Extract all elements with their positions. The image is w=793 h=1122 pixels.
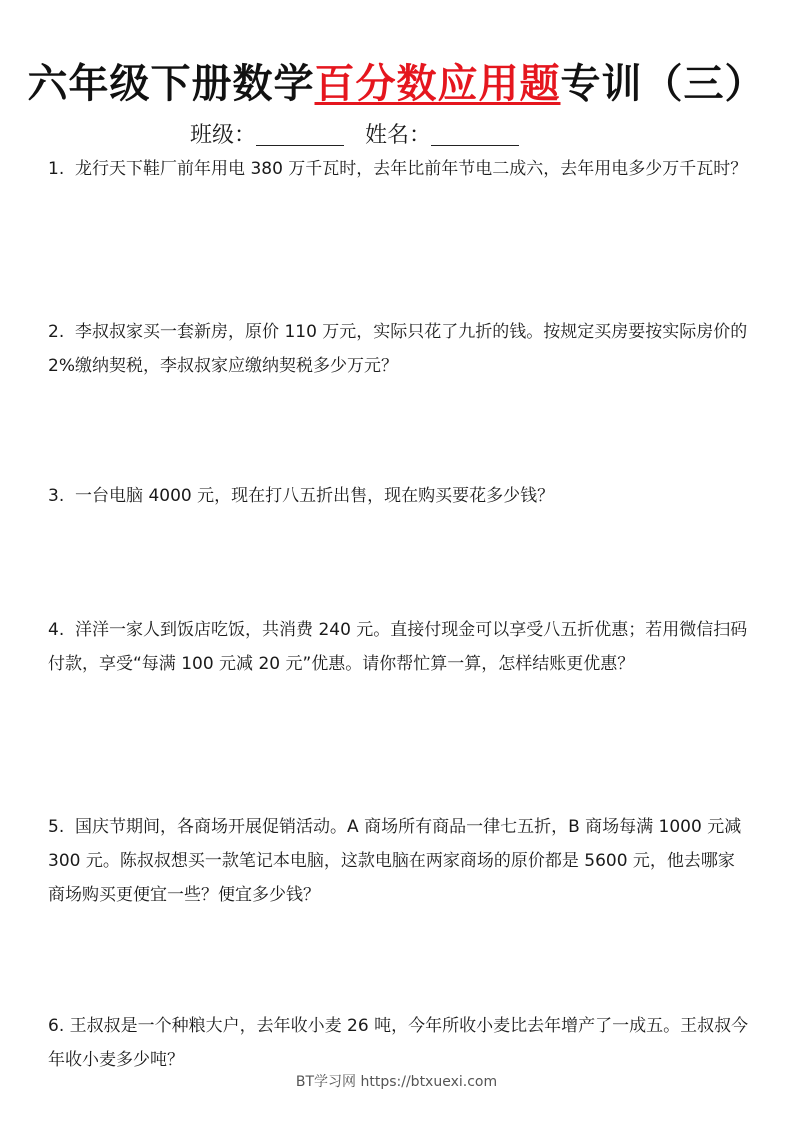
question-text: 国庆节期间，各商场开展促销活动。A 商场所有商品一律七五折，B 商场每满 1000 元减 300 元。陈叔叔想买一款笔记本电脑，这款电脑在两家商场的原价都是 5600 元，他去哪家商场购买更便宜一些？便宜多少钱？ bbox=[48, 817, 742, 905]
question-1 bbox=[48, 152, 750, 186]
question-3 bbox=[48, 479, 750, 513]
question-5 bbox=[48, 810, 750, 912]
page-title bbox=[0, 52, 793, 109]
question-text: 李叔叔家买一套新房，原价 110 万元，实际只花了九折的钱。按规定买房要按实际房价的 2%缴纳契税，李叔叔家应缴纳契税多少万元？ bbox=[48, 322, 748, 376]
question-text: 龙行天下鞋厂前年用电 380 万千瓦时，去年比前年节电二成六，去年用电多少万千瓦时？ bbox=[75, 159, 748, 179]
question-2 bbox=[48, 315, 750, 383]
name-blank[interactable] bbox=[431, 123, 519, 146]
question-text: 一台电脑 4000 元，现在打八五折出售，现在购买要花多少钱？ bbox=[75, 486, 555, 506]
question-number: 6. bbox=[48, 1016, 65, 1036]
question-4 bbox=[48, 613, 750, 681]
question-number: 4. bbox=[48, 620, 65, 640]
question-number: 3. bbox=[48, 486, 65, 506]
question-text: 王叔叔是一个种粮大户，去年收小麦 26 吨，今年所收小麦比去年增产了一成五。王叔叔今年收小麦多少吨？ bbox=[48, 1016, 749, 1070]
class-blank[interactable] bbox=[256, 123, 344, 146]
name-label: 姓名： bbox=[365, 123, 432, 148]
class-label: 班级： bbox=[190, 123, 257, 148]
question-number: 2. bbox=[48, 322, 65, 342]
student-info bbox=[190, 118, 533, 149]
footer-watermark: BT学习网 https://btxuexi.com bbox=[295, 1074, 498, 1090]
question-number: 1. bbox=[48, 159, 65, 179]
title-prefix: 六年级下册数学 bbox=[27, 61, 315, 107]
title-highlight: 百分数应用题 bbox=[314, 61, 561, 107]
question-number: 5. bbox=[48, 817, 65, 837]
title-suffix: 专训（三） bbox=[560, 61, 766, 107]
question-6 bbox=[48, 1009, 750, 1077]
question-text: 洋洋一家人到饭店吃饭，共消费 240 元。直接付现金可以享受八五折优惠；若用微信扫码付款，享受“每满 100 元减 20 元”优惠。请你帮忙算一算，怎样结账更优惠？ bbox=[48, 620, 748, 674]
